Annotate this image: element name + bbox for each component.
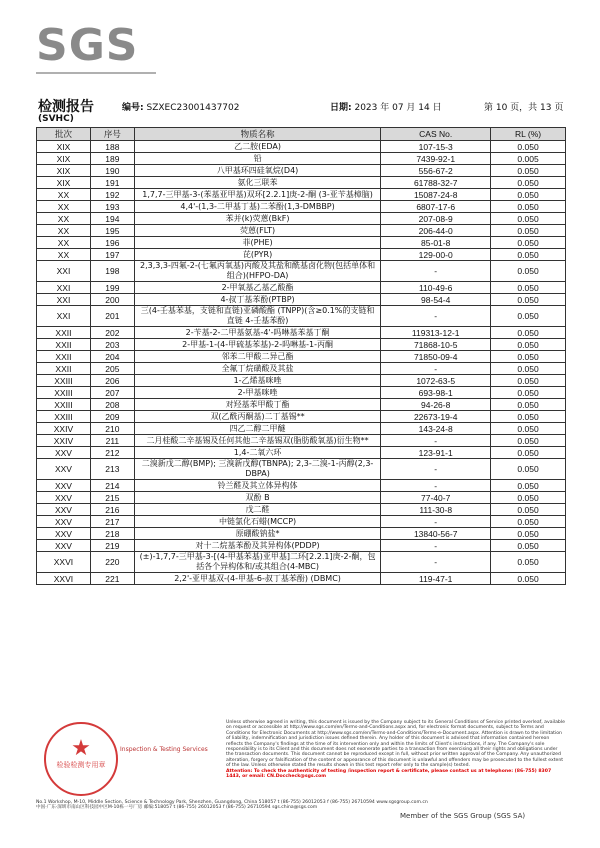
seq-cell: 213 (90, 459, 134, 480)
substance-cell: 原硼酸钠盐* (134, 528, 380, 540)
cas-cell: 207-08-9 (381, 213, 491, 225)
table-row (37, 528, 566, 540)
substance-cell: 氨化三联苯 (134, 177, 380, 189)
batch-cell: XXIV (37, 435, 91, 447)
table-body (37, 141, 566, 585)
report-subtitle: (SVHC) (38, 114, 74, 124)
rl-cell: 0.050 (491, 504, 566, 516)
seq-cell: 218 (90, 528, 134, 540)
cas-cell: 85-01-8 (381, 237, 491, 249)
report-date (330, 100, 442, 113)
substance-cell: 双酚 B (134, 492, 380, 504)
cas-cell: 111-30-8 (381, 504, 491, 516)
footer (36, 716, 566, 816)
table-row (37, 225, 566, 237)
batch-cell: XXII (37, 339, 91, 351)
report-number-label: 编号: (122, 103, 144, 113)
substance-cell: 2-甲基咪唑 (134, 387, 380, 399)
table-header-row (37, 128, 566, 141)
batch-cell: XIX (37, 177, 91, 189)
batch-cell: XXV (37, 504, 91, 516)
cas-cell: 61788-32-7 (381, 177, 491, 189)
seq-cell: 195 (90, 225, 134, 237)
substance-cell: 铃兰醛及其立体异构体 (134, 480, 380, 492)
seq-cell: 215 (90, 492, 134, 504)
substance-cell: 荧蒽(FLT) (134, 225, 380, 237)
substance-cell: 全氟丁烷磺酸及其盐 (134, 363, 380, 375)
cas-cell: 15087-24-8 (381, 189, 491, 201)
report-title: 检测报告 (38, 99, 94, 115)
substance-cell: 1,4-二氧六环 (134, 447, 380, 459)
table-row (37, 480, 566, 492)
batch-cell: XXVI (37, 552, 91, 573)
seq-cell: 209 (90, 411, 134, 423)
table-row (37, 363, 566, 375)
rl-cell: 0.050 (491, 411, 566, 423)
table-row (37, 573, 566, 585)
seq-cell: 192 (90, 189, 134, 201)
batch-cell: XXV (37, 540, 91, 552)
rl-cell: 0.005 (491, 153, 566, 165)
rl-cell: 0.050 (491, 306, 566, 327)
cas-cell: 206-44-0 (381, 225, 491, 237)
table-row (37, 237, 566, 249)
rl-cell: 0.050 (491, 375, 566, 387)
batch-cell: XXI (37, 306, 91, 327)
substance-cell: 中链氯化石蜡(MCCP) (134, 516, 380, 528)
substance-cell: 二月桂酸二辛基锡及任何其他二辛基锡双(脂肪酸氧基)衍生物** (134, 435, 380, 447)
cas-cell: 123-91-1 (381, 447, 491, 459)
rl-cell: 0.050 (491, 447, 566, 459)
cas-cell: 129-00-0 (381, 249, 491, 261)
rl-cell: 0.050 (491, 294, 566, 306)
cas-cell: - (381, 480, 491, 492)
rl-cell: 0.050 (491, 237, 566, 249)
seq-cell: 219 (90, 540, 134, 552)
seal-caption: Inspection & Testing Services (120, 746, 208, 753)
substance-cell: 芘(PYR) (134, 249, 380, 261)
cas-cell: 71850-09-4 (381, 351, 491, 363)
seq-cell: 206 (90, 375, 134, 387)
batch-cell: XXIII (37, 399, 91, 411)
col-substance-header: 物质名称 (134, 128, 380, 141)
attention-note: Attention: To check the authenticity of testing /inspection report & certificate, please contact us at telephone: (86-755) 8307 1443, or email: CN.Doccheck@sgs.com (226, 768, 552, 780)
cas-cell: 693-98-1 (381, 387, 491, 399)
cas-cell: - (381, 540, 491, 552)
batch-cell: XXV (37, 480, 91, 492)
table-row (37, 282, 566, 294)
substance-cell: 菲(PHE) (134, 237, 380, 249)
cas-cell: 119-47-1 (381, 573, 491, 585)
table-row (37, 423, 566, 435)
substance-cell: 三(4-壬基苯基，支链和直链)亚磷酸酯 (TNPP)(含≥0.1%的支链和直链 4-壬基苯酚) (134, 306, 380, 327)
cas-cell: - (381, 516, 491, 528)
table-row (37, 492, 566, 504)
substance-cell: 2-甲氧基乙基乙酸酯 (134, 282, 380, 294)
seal-text: 检验检测专用章 (56, 761, 106, 769)
rl-cell: 0.050 (491, 528, 566, 540)
sgs-logo: SGS (36, 20, 139, 71)
batch-cell: XXII (37, 363, 91, 375)
rl-cell: 0.050 (491, 516, 566, 528)
table-row (37, 552, 566, 573)
rl-cell: 0.050 (491, 459, 566, 480)
seq-cell: 221 (90, 573, 134, 585)
batch-cell: XXV (37, 447, 91, 459)
seq-cell: 210 (90, 423, 134, 435)
table-row (37, 351, 566, 363)
disclaimer-text: Unless otherwise agreed in writing, this document is issued by the Company subject to its General Conditions of Service printed overleaf, available on request or accessible at http://www.sgs.com/en/Terms-and-Conditions.aspx and, for electronic format documents, subject to Terms and Conditions for Electronic Documents at http://www.sgs.com/en/Terms-and-Conditions/Terms-e-Document.aspx. Attention is drawn to the limitation of liability, indemnification and jurisdiction issues defined therein. Any holder of this document is advised that information contained hereon reflects the Company's findings at the time of its intervention only and within the limits of Client's instructions, if any. The Company's sole responsibility is to its Client and this document does not exonerate parties to a transaction from exercising all their rights and obligations under the transaction documents. This document cannot be reproduced except in full, without prior written approval of the Company. Any unauthorized alteration, forgery or falsification of the content or appearance of this document is unlawful and offenders may be prosecuted to the fullest extent of the law. Unless otherwise stated the results shown in this test report refer only to the sample(s) tested. (226, 720, 565, 769)
substance-cell: 2,3,3,3-四氟-2-(七氟丙氧基)丙酸及其盐和酰基卤化物(包括单体和组合)(HFPO-DA) (134, 261, 380, 282)
substance-cell: 戊二醛 (134, 504, 380, 516)
rl-cell: 0.050 (491, 327, 566, 339)
cas-cell: 110-49-6 (381, 282, 491, 294)
table-row (37, 261, 566, 282)
seq-cell: 201 (90, 306, 134, 327)
substance-cell: 铅 (134, 153, 380, 165)
cas-cell: 94-26-8 (381, 399, 491, 411)
substance-cell: 邻苯二甲酸二异己酯 (134, 351, 380, 363)
seq-cell: 200 (90, 294, 134, 306)
seq-cell: 216 (90, 504, 134, 516)
batch-cell: XIX (37, 153, 91, 165)
seq-cell: 188 (90, 141, 134, 153)
batch-cell: XXVI (37, 573, 91, 585)
table-row (37, 540, 566, 552)
seq-cell: 208 (90, 399, 134, 411)
seq-cell: 212 (90, 447, 134, 459)
inspection-seal (44, 722, 118, 796)
substance-cell: 对十二烷基苯酚及其异构体(PDDP) (134, 540, 380, 552)
seq-cell: 202 (90, 327, 134, 339)
batch-cell: XXIII (37, 387, 91, 399)
rl-cell: 0.050 (491, 177, 566, 189)
batch-cell: XXIII (37, 411, 91, 423)
substance-cell: 乙二胺(EDA) (134, 141, 380, 153)
cas-cell: 119313-12-1 (381, 327, 491, 339)
seq-cell: 196 (90, 237, 134, 249)
table-row (37, 189, 566, 201)
rl-cell: 0.050 (491, 249, 566, 261)
rl-cell: 0.050 (491, 141, 566, 153)
batch-cell: XX (37, 225, 91, 237)
cas-cell: 143-24-8 (381, 423, 491, 435)
rl-cell: 0.050 (491, 339, 566, 351)
report-number-value: SZXEC23001437702 (146, 103, 240, 113)
table-row (37, 249, 566, 261)
address-en: No.1 Workshop, M-10, Middle Section, Science & Technology Park, Shenzhen, Guangdong, China 518057 t (86-755) 26012053 f (86-755) 26710594 www.sgsgroup.com.cn (36, 800, 428, 805)
address-cn: 中国·广东·深圳市南山区科技园中区M-10栋一号厂房 邮编:518057 t (86-755) 26012053 f (86-755) 26710594 sgs.china@sgs.com (36, 805, 318, 811)
substance-cell: 双(乙酰丙酮基)二丁基锡** (134, 411, 380, 423)
substance-cell: 1-乙烯基咪唑 (134, 375, 380, 387)
rl-cell: 0.050 (491, 225, 566, 237)
cas-cell: - (381, 363, 491, 375)
cas-cell: 13840-56-7 (381, 528, 491, 540)
cas-cell: 71868-10-5 (381, 339, 491, 351)
svhc-table (36, 127, 566, 585)
table-row (37, 435, 566, 447)
col-batch-header: 批次 (37, 128, 91, 141)
logo-underline (36, 72, 156, 74)
table-row (37, 294, 566, 306)
table-row (37, 504, 566, 516)
seq-cell: 199 (90, 282, 134, 294)
seq-cell: 189 (90, 153, 134, 165)
col-rl-header: RL (%) (491, 128, 566, 141)
rl-cell: 0.050 (491, 282, 566, 294)
rl-cell: 0.050 (491, 351, 566, 363)
substance-cell: 2,2'-亚甲基双-(4-甲基-6-叔丁基苯酚) (DBMC) (134, 573, 380, 585)
seq-cell: 205 (90, 363, 134, 375)
table-row (37, 447, 566, 459)
batch-cell: XXV (37, 459, 91, 480)
seq-cell: 211 (90, 435, 134, 447)
cas-cell: 107-15-3 (381, 141, 491, 153)
batch-cell: XIX (37, 165, 91, 177)
table-row (37, 399, 566, 411)
table-row (37, 177, 566, 189)
table-row (37, 165, 566, 177)
table-row (37, 201, 566, 213)
batch-cell: XXI (37, 261, 91, 282)
batch-cell: XXI (37, 294, 91, 306)
batch-cell: XX (37, 201, 91, 213)
table-row (37, 306, 566, 327)
cas-cell: - (381, 435, 491, 447)
table-row (37, 141, 566, 153)
rl-cell: 0.050 (491, 435, 566, 447)
batch-cell: XX (37, 249, 91, 261)
substance-cell: 八甲基环四硅氧烷(D4) (134, 165, 380, 177)
substance-cell: 二溴新戊二醇(BMP); 三溴新戊醇(TBNPA); 2,3-二溴-1-丙醇(2,3-DBPA) (134, 459, 380, 480)
rl-cell: 0.050 (491, 363, 566, 375)
seal-star-icon: ★ (71, 736, 91, 761)
seq-cell: 217 (90, 516, 134, 528)
rl-cell: 0.050 (491, 540, 566, 552)
substance-cell: 2-苄基-2-二甲基氨基-4'-吗啉基苯基丁酮 (134, 327, 380, 339)
col-seq-header: 序号 (90, 128, 134, 141)
batch-cell: XXV (37, 492, 91, 504)
rl-cell: 0.050 (491, 423, 566, 435)
batch-cell: XXIII (37, 375, 91, 387)
batch-cell: XXI (37, 282, 91, 294)
rl-cell: 0.050 (491, 189, 566, 201)
rl-cell: 0.050 (491, 261, 566, 282)
table-row (37, 411, 566, 423)
cas-cell: 1072-63-5 (381, 375, 491, 387)
rl-cell: 0.050 (491, 213, 566, 225)
table-row (37, 459, 566, 480)
seq-cell: 193 (90, 201, 134, 213)
seq-cell: 203 (90, 339, 134, 351)
report-date-value: 2023 年 07 月 14 日 (354, 103, 442, 113)
cas-cell: 98-54-4 (381, 294, 491, 306)
seq-cell: 197 (90, 249, 134, 261)
seq-cell: 220 (90, 552, 134, 573)
page-indicator: 第 10 页，共 13 页 (484, 103, 564, 113)
cas-cell: 6807-17-6 (381, 201, 491, 213)
seq-cell: 207 (90, 387, 134, 399)
table-row (37, 327, 566, 339)
cas-cell: - (381, 261, 491, 282)
substance-cell: 4-叔丁基苯酚(PTBP) (134, 294, 380, 306)
batch-cell: XX (37, 213, 91, 225)
rl-cell: 0.050 (491, 387, 566, 399)
substance-cell: 4,4'-(1,3-二甲基丁基)二苯酚(1,3-DMBBP) (134, 201, 380, 213)
batch-cell: XXII (37, 351, 91, 363)
rl-cell: 0.050 (491, 399, 566, 411)
substance-cell: 对羟基苯甲酸丁酯 (134, 399, 380, 411)
substance-cell: (±)-1,7,7-三甲基-3-[(4-甲基苯基)亚甲基]二环[2.2.1]庚-2-酮，包括各个异构体和/或其组合(4-MBC) (134, 552, 380, 573)
rl-cell: 0.050 (491, 573, 566, 585)
batch-cell: XX (37, 189, 91, 201)
substance-cell: 1,7,7-三甲基-3-(苯基亚甲基)双环[2.2.1]庚-2-酮 (3-亚苄基樟脑) (134, 189, 380, 201)
col-cas-header: CAS No. (381, 128, 491, 141)
seq-cell: 214 (90, 480, 134, 492)
report-date-label: 日期: (330, 103, 352, 113)
batch-cell: XX (37, 237, 91, 249)
rl-cell: 0.050 (491, 552, 566, 573)
table-row (37, 153, 566, 165)
substance-cell: 苯并(k)荧蒽(BkF) (134, 213, 380, 225)
cas-cell: 77-40-7 (381, 492, 491, 504)
cas-cell: 556-67-2 (381, 165, 491, 177)
cas-cell: - (381, 552, 491, 573)
seq-cell: 194 (90, 213, 134, 225)
cas-cell: 7439-92-1 (381, 153, 491, 165)
disclaimer (226, 720, 566, 779)
batch-cell: XXIV (37, 423, 91, 435)
substance-cell: 2-甲基-1-(4-甲硫基苯基)-2-吗啉基-1-丙酮 (134, 339, 380, 351)
table-row (37, 213, 566, 225)
rl-cell: 0.050 (491, 165, 566, 177)
batch-cell: XXV (37, 528, 91, 540)
seq-cell: 204 (90, 351, 134, 363)
company-address (36, 800, 566, 811)
table-row (37, 375, 566, 387)
batch-cell: XXII (37, 327, 91, 339)
batch-cell: XXV (37, 516, 91, 528)
report-number (122, 100, 240, 113)
seq-cell: 198 (90, 261, 134, 282)
sgs-member-note: Member of the SGS Group (SGS SA) (400, 812, 526, 820)
cas-cell: - (381, 459, 491, 480)
cas-cell: 22673-19-4 (381, 411, 491, 423)
rl-cell: 0.050 (491, 480, 566, 492)
seq-cell: 191 (90, 177, 134, 189)
substance-cell: 四乙二醇二甲醚 (134, 423, 380, 435)
batch-cell: XIX (37, 141, 91, 153)
seq-cell: 190 (90, 165, 134, 177)
table-row (37, 339, 566, 351)
rl-cell: 0.050 (491, 492, 566, 504)
rl-cell: 0.050 (491, 201, 566, 213)
table-row (37, 387, 566, 399)
table-row (37, 516, 566, 528)
cas-cell: - (381, 306, 491, 327)
